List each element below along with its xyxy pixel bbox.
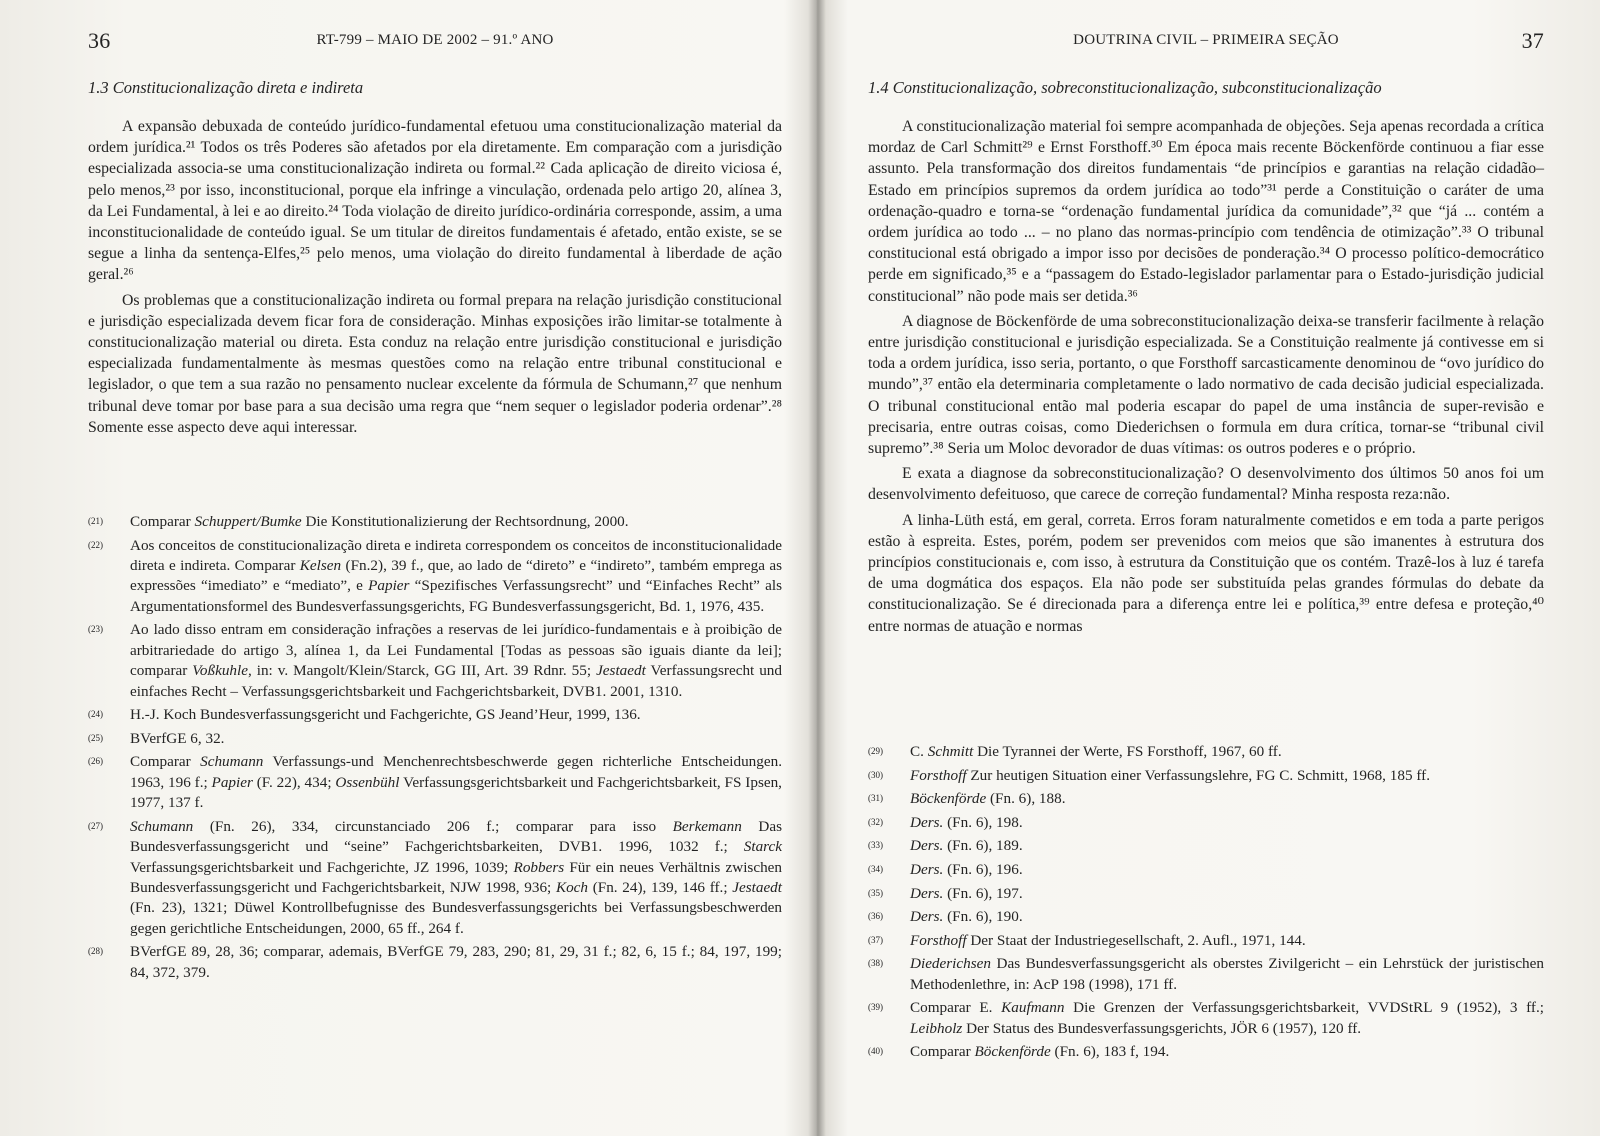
footnote-text: Ders. (Fn. 6), 198. — [910, 813, 1023, 831]
footnote-text: Böckenförde (Fn. 6), 188. — [910, 790, 1066, 808]
footnote — [868, 998, 1544, 1039]
footnote-text: Comparar Schuppert/Bumke Die Konstitutionalizierung der Rechtsordnung, 2000. — [130, 513, 629, 530]
footnote-number: (21) — [88, 516, 103, 526]
footnote — [88, 942, 782, 983]
footnote-number: (35) — [868, 887, 883, 898]
footnote-text: Ders. (Fn. 6), 190. — [910, 908, 1023, 926]
footnote-number: (40) — [868, 1046, 883, 1057]
footnote-number: (39) — [868, 1002, 883, 1013]
footnote-number: (26) — [88, 756, 103, 767]
footnote — [868, 789, 1544, 809]
footnote-text: Comparar Schumann Verfassungs-und Menchenrechtsbeschwerde gegen richterliche Entscheidungen. 1963, 196 f.; Papier (F. 22), 434; Ossenbühl Verfassungsgerichtsbarkeit und Fachgerichtsbarkeit, FS Ipsen, 1977, 137 f. — [130, 753, 782, 812]
footnote-number: (31) — [868, 793, 883, 804]
book-gutter — [808, 0, 826, 1136]
footnote-number: (34) — [868, 863, 883, 874]
footnote — [88, 729, 782, 749]
footnote — [88, 512, 782, 532]
footnote-text: Aos conceitos de constitucionalização direta e indireta correspondem os conceitos de inconstitucionalidade direta e indireta. Comparar Kelsen (Fn.2), 39 f., que, ao lado de “direto” e “indireto”, também emprega as expressões “imediato” e “mediato”, e Papier “Spezifisches Verfassungsrecht” und “Einfaches Recht” als Argumentationsformel des Bundesverfassungsgerichts, FG Bundesverfassungsgericht, Bd. 1, 1976, 435. — [130, 536, 782, 615]
footnote-text: BVerfGE 6, 32. — [130, 729, 225, 747]
footnote — [868, 813, 1544, 833]
right-section-title: 1.4 Constitucionalização, sobreconstitucionalização, subconstitucionalização — [868, 78, 1382, 97]
footnote — [868, 954, 1544, 995]
left-running-head-text: RT-799 – MAIO DE 2002 – 91.º ANO — [316, 32, 554, 48]
footnote-text: Schumann (Fn. 26), 334, circunstanciado 206 f.; comparar para isso Berkemann Das Bundesverfassungsgericht und “seine” Fachgerichtsbarkeiten, DVB1. 1996, 1032 f.; Starck Verfassungsgerichtsbarkeit und Fachgerichte, JZ 1996, 1039; Robbers Für ein neues Verhältnis zwischen Bundesverfassungsgericht und Fachgerichtsbarkeit, NJW 1998, 936; Koch (Fn. 24), 139, 146 ff.; Jestaedt (Fn. 23), 1321; Düwel Kontrollbefugnisse des Bundesverfassungsgerichts bei Verfassungsbeschwerden gegen gerichtliche Entscheidungen, 2000, 65 ff., 264 f. — [130, 817, 782, 937]
footnote-number: (38) — [868, 958, 883, 969]
left-body-text — [88, 116, 782, 442]
footnote-number: (29) — [868, 746, 883, 756]
footnote-text: Forsthoff Zur heutigen Situation einer Verfassungslehre, FG C. Schmitt, 1968, 185 ff. — [910, 766, 1430, 784]
footnote-text: BVerfGE 89, 28, 36; comparar, ademais, BVerfGE 79, 283, 290; 81, 29, 31 f.; 82, 6, 15 f.; 84, 197, 199; 84, 372, 379. — [130, 943, 782, 981]
right-paragraph-3: E exata a diagnose da sobreconstitucionalização? O desenvolvimento dos últimos 50 anos foi um desenvolvimento defeituoso, que carece de correção fundamental? Minha resposta reza:não. — [868, 465, 1544, 504]
footnote-number: (33) — [868, 840, 883, 851]
footnote-number: (23) — [88, 624, 103, 635]
right-running-head-text: DOUTRINA CIVIL – PRIMEIRA SEÇÃO — [1073, 32, 1339, 48]
footnote — [88, 536, 782, 618]
footnote-text: Comparar E. Kaufmann Die Grenzen der Verfassungsgerichtsbarkeit, VVDStRL 9 (1952), 3 ff.; Leibholz Der Status des Bundesverfassungsgerichts, JÖR 6 (1957), 120 ff. — [910, 999, 1544, 1037]
left-paragraph-1: A expansão debuxada de conteúdo jurídico-fundamental efetuou uma constitucionalização material da ordem jurídica.²¹ Todos os três Poderes são afetados por ela diretamente. Em comparação com a jurisdição especializada associa-se uma constitucionalização indireta ou formal.²² Cada aplicação de direito viciosa é, pelo menos,²³ por isso, inconstitucional, porque ela infringe a vinculação, ordenada pelo artigo 20, alínea 3, da Lei Fundamental, à lei e ao direito.²⁴ Toda violação de direito jurídico-ordinária corresponde, assim, a uma inconstitucionalidade de conteúdo igual. Se um titular de direitos fundamentais é afetado, então existe, se se segue a linha da sentença-Elfes,²⁵ pelo menos, uma violação do direito fundamental à liberdade de ação geral.²⁶ — [88, 118, 782, 284]
footnote-number: (27) — [88, 820, 103, 831]
footnote-number: (22) — [88, 539, 103, 550]
footnote — [868, 742, 1544, 762]
footnote — [88, 752, 782, 813]
footnote — [88, 817, 782, 939]
left-page — [88, 0, 782, 1136]
left-paragraph-2: Os problemas que a constitucionalização indireta ou formal prepara na relação jurisdição constitucional e jurisdição especializada devem ficar fora de consideração. Minhas exposições irão limitar-se totalmente à constitucionalização material ou direta. Esta conduz na relação entre jurisdição constitucional e jurisdição especializada fundamentalmente às mesmas questões como na relação entre tribunal constitucional e legislador, o que tem a sua razão no pensamento nuclear excelente da fórmula de Schumann,²⁷ que nenhum tribunal deve tomar por base para a sua decisão uma regra que “nem sequer o legislador poderia ordenar”.²⁸ Somente esse aspecto deve aqui interessar. — [88, 291, 782, 436]
footnote — [868, 766, 1544, 786]
footnote-number: (37) — [868, 934, 883, 945]
footnote-text: Forsthoff Der Staat der Industriegesellschaft, 2. Aufl., 1971, 144. — [910, 931, 1306, 949]
footnote — [868, 884, 1544, 904]
footnote-text: Ders. (Fn. 6), 197. — [910, 884, 1023, 902]
footnote-number: (32) — [868, 816, 883, 827]
footnote-number: (25) — [88, 732, 103, 743]
right-paragraph-2: A diagnose de Böckenförde de uma sobreconstitucionalização deixa-se transferir facilmente à relação entre jurisdição constitucional e jurisdição especializada. Se a Constituição realmente já contivesse em si toda a ordem jurídica, isso seria, portanto, o que Forsthoff sarcasticamente denominou de “ovo jurídico do mundo”,³⁷ então ela determinaria completamente o lado normativo de cada decisão judicial especializada. O tribunal constitucional então mal poderia escapar do papel de uma instância de super-revisão e precisaria, entre outras coisas, como Diederichsen o formula em dura crítica, tornar-se “tribunal civil supremo”.³⁸ Seria um Moloc devorador de duas vítimas: os outros poderes e o próprio. — [868, 312, 1544, 458]
footnote — [868, 931, 1544, 951]
footnote — [868, 1042, 1544, 1062]
footnote — [868, 907, 1544, 927]
footnote-number: (28) — [88, 946, 103, 957]
footnote-text: Comparar Böckenförde (Fn. 6), 183 f, 194. — [910, 1043, 1170, 1061]
right-body-text — [868, 116, 1544, 641]
right-page — [868, 0, 1544, 1136]
right-paragraph-1: A constitucionalização material foi sempre acompanhada de objeções. Seja apenas recordada a crítica mordaz de Carl Schmitt²⁹ e Ernst Forsthoff.³⁰ Em época mais recente Böckenförde continuou a fiar esse assunto. Pela transformação dos direitos fundamentais “de princípios e garantias na relação cidadão–Estado em princípios supremos da ordem jurídica ao todo”³¹ perde a Constituição o caráter de uma ordenação-quadro e torna-se “ordenação fundamental jurídica da comunidade”,³² que “já ... contém a ordem jurídica ao todo ... – no plano das normas-princípio com tendência de otimização”.³³ O tribunal constitucional está obrigado a impor isso por decisões de ponderação.³⁴ O processo político-democrático perde em significado,³⁵ e a “passagem do Estado-legislador parlamentar para o Estado-jurisdição judicial constitucional” não pode mais ser detida.³⁶ — [868, 118, 1544, 305]
footnote — [868, 836, 1544, 856]
footnote-text: Ders. (Fn. 6), 196. — [910, 860, 1023, 878]
footnote-text: C. Schmitt Die Tyrannei der Werte, FS Forsthoff, 1967, 60 ff. — [910, 743, 1282, 760]
footnote — [88, 705, 782, 725]
footnote-text: H.-J. Koch Bundesverfassungsgericht und Fachgerichte, GS Jeand’Heur, 1999, 136. — [130, 706, 641, 724]
footnote — [88, 620, 782, 702]
footnote-text: Diederichsen Das Bundesverfassungsgericht als oberstes Zivilgericht – ein Lehrstück der juristischen Methodenlethre, in: AcP 198 (1998), 171 ff. — [910, 955, 1544, 993]
right-page-number: 37 — [1521, 28, 1544, 53]
footnote-text: Ao lado disso entram em consideração infrações a reservas de lei jurídico-fundamentais e à proibição de arbitrariedade do artigo 3, alínea 1, da Lei Fundamental [Todas as pessoas são iguais diante da lei]; comparar Voßkuhle, in: v. Mangolt/Klein/Starck, GG III, Art. 39 Rdnr. 55; Jestaedt Verfassungsrecht und einfaches Recht – Verfassungsgerichtsbarkeit und Fachgerichtsbarkeit, DVB1. 2001, 1310. — [130, 621, 782, 700]
left-page-number: 36 — [88, 28, 111, 53]
footnote-number: (24) — [88, 709, 103, 720]
left-running-head — [88, 30, 782, 56]
left-footnotes — [88, 512, 782, 986]
right-paragraph-4: A linha-Lüth está, em geral, correta. Erros foram naturalmente cometidos e em toda a parte perigos estão à espreita. Estes, porém, podem ser prevenidos com meios que são imanentes à estrutura dos princípios constitucionais e, com isso, à estrutura da Constituição que os contém. Trazê-los à luz é tarefa de uma dogmática dos espaços. Ela não pode ser substituída pelas grandes fórmulas do debate da constitucionalização. Se é direcionada para a diferença entre lei e política,³⁹ entre defesa e proteção,⁴⁰ entre normas de atuação e normas — [868, 511, 1544, 635]
right-footnotes — [868, 742, 1544, 1066]
footnote — [868, 860, 1544, 880]
footnote-number: (30) — [868, 769, 883, 780]
right-running-head — [868, 30, 1544, 56]
left-section-title: 1.3 Constitucionalização direta e indireta — [88, 78, 364, 97]
footnote-text: Ders. (Fn. 6), 189. — [910, 837, 1023, 855]
footnote-number: (36) — [868, 911, 883, 922]
